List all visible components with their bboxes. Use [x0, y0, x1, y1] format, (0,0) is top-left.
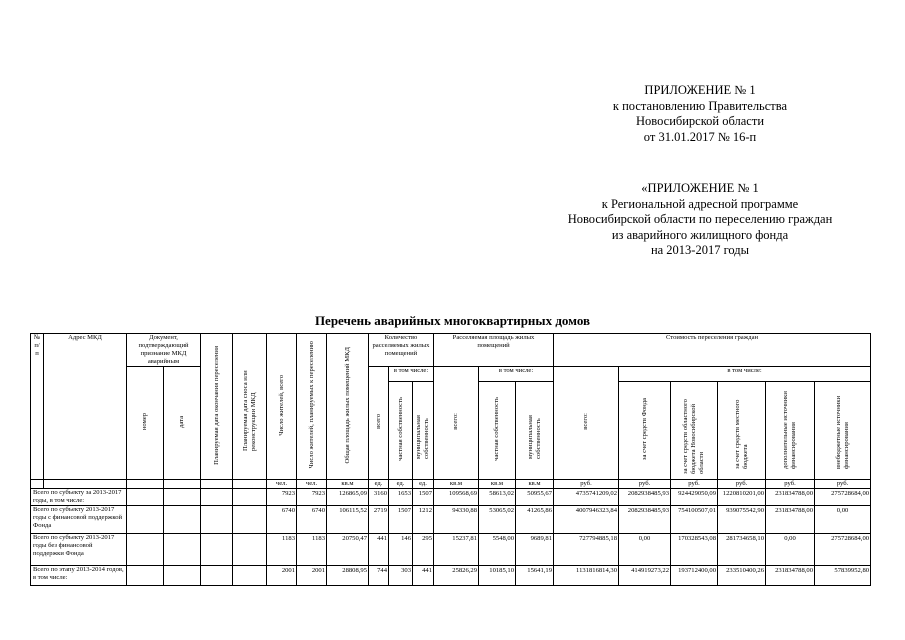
- header-planned-end: Планируемая дата окончания переселения: [201, 334, 233, 480]
- unit-cell: кв.м: [327, 480, 369, 489]
- table-cell: 939075542,90: [718, 506, 766, 534]
- header-rooms-count: Количество расселяемых жилых помещений: [369, 334, 434, 367]
- header-cost-additional: дополнительные источники финансирования: [766, 382, 815, 480]
- table-cell: 7923: [297, 489, 327, 506]
- table-cell: 50955,67: [516, 489, 554, 506]
- table-cell: 1183: [267, 534, 297, 566]
- table-cell: 193712400,00: [671, 566, 718, 586]
- table-row: [31, 534, 871, 566]
- table-row: [31, 489, 871, 506]
- table-cell: 1220810201,00: [718, 489, 766, 506]
- row-label: Всего по субъекту 2013-2017 годы без финансовой поддержки Фонда: [31, 534, 127, 566]
- annex-line: «ПРИЛОЖЕНИЕ № 1: [641, 181, 759, 195]
- table-cell: 233510400,26: [718, 566, 766, 586]
- page-title: Перечень аварийных многоквартирных домов: [314, 313, 591, 328]
- header-rooms-area: Расселяемая площадь жилых помещений: [434, 334, 554, 367]
- unit-cell: руб.: [671, 480, 718, 489]
- unit-cell: руб.: [554, 480, 619, 489]
- unit-cell: ед.: [389, 480, 413, 489]
- annex-line: на 2013-2017 годы: [650, 243, 750, 257]
- table-cell: 1507: [389, 506, 413, 534]
- header-area-incl: в том числе:: [479, 367, 554, 382]
- header-planned-demolish: Планируемая дата сноса или реконструкции МКД: [233, 334, 267, 480]
- annex-line: к Региональной адресной программе: [601, 196, 799, 211]
- table-cell: 170328543,08: [671, 534, 718, 566]
- table-cell: 2082938485,93: [619, 489, 671, 506]
- header-doc-number: номер: [127, 367, 164, 480]
- table-cell: 754100507,01: [671, 506, 718, 534]
- header-cost-incl: в том числе:: [619, 367, 871, 382]
- table-cell: 94330,88: [434, 506, 479, 534]
- table-cell: 1183: [297, 534, 327, 566]
- table-cell: 0,00: [619, 534, 671, 566]
- unit-cell: кв.м: [434, 480, 479, 489]
- table-cell: 744: [369, 566, 389, 586]
- table-cell: 281734658,10: [718, 534, 766, 566]
- unit-cell: руб.: [815, 480, 871, 489]
- header-cost-regional: за счет средств областного бюджета Новосибирской области: [671, 382, 718, 480]
- table-cell: 126865,09: [327, 489, 369, 506]
- table-cell: 15237,81: [434, 534, 479, 566]
- table-cell: 7923: [267, 489, 297, 506]
- row-label: Всего по этапу 2013-2014 годов, в том числе:: [31, 566, 127, 586]
- header-area-private: частная собственность: [479, 382, 516, 480]
- table-cell: 9689,81: [516, 534, 554, 566]
- header-document: Документ, подтверждающий признание МКД аварийным: [127, 334, 201, 367]
- header-area-total: всего:: [434, 367, 479, 480]
- annex-line: от 31.01.2017 № 16-п: [643, 129, 757, 144]
- header-rooms-incl: в том числе:: [389, 367, 434, 382]
- unit-cell: кв.м: [516, 480, 554, 489]
- table-cell: 3160: [369, 489, 389, 506]
- header-address: Адрес МКД: [44, 334, 127, 480]
- table-cell: 5548,00: [479, 534, 516, 566]
- table-cell: 2001: [297, 566, 327, 586]
- table-cell: 727794885,18: [554, 534, 619, 566]
- annex-line: из аварийного жилищного фонда: [611, 227, 789, 242]
- units-row: [31, 480, 871, 489]
- table-cell: 231834788,00: [766, 566, 815, 586]
- table-cell: 414919273,22: [619, 566, 671, 586]
- table-cell: 441: [369, 534, 389, 566]
- table-cell: 4735741209,02: [554, 489, 619, 506]
- unit-cell: ед.: [369, 480, 389, 489]
- table-cell: 146: [389, 534, 413, 566]
- header-num: № п/п: [31, 334, 44, 480]
- unit-cell: ед.: [413, 480, 434, 489]
- annex-header-1: [520, 83, 880, 145]
- row-label: Всего по субъекту 2013-2017 годы с финансовой поддержкой Фонда: [31, 506, 127, 534]
- table-cell: 57839952,80: [815, 566, 871, 586]
- table-cell: 25826,29: [434, 566, 479, 586]
- table-cell: 303: [389, 566, 413, 586]
- annex-line: Новосибирской области по переселению граждан: [567, 212, 833, 226]
- table-cell: 15641,19: [516, 566, 554, 586]
- table-cell: 1507: [413, 489, 434, 506]
- unit-cell: руб.: [718, 480, 766, 489]
- table-cell: 0,00: [766, 534, 815, 566]
- header-residents-planned: Число жителей, планируемых к переселению: [297, 334, 327, 480]
- unit-cell: кв.м: [479, 480, 516, 489]
- unit-cell: руб.: [766, 480, 815, 489]
- header-rooms-municipal: муниципальная собственность: [413, 382, 434, 480]
- header-residents: Число жителей, всего: [267, 334, 297, 480]
- header-total-area: Общая площадь жилых помещений МКД: [327, 334, 369, 480]
- header-cost-total: всего:: [554, 367, 619, 480]
- table-row: [31, 506, 871, 534]
- table-cell: 231834788,00: [766, 506, 815, 534]
- table-cell: 10185,10: [479, 566, 516, 586]
- table-cell: 924429050,09: [671, 489, 718, 506]
- table-cell: 2001: [267, 566, 297, 586]
- header-cost-fund: за счет средств Фонда: [619, 382, 671, 480]
- houses-table: [30, 333, 871, 586]
- table-cell: 231834788,00: [766, 489, 815, 506]
- table-cell: 6740: [297, 506, 327, 534]
- table-cell: 1653: [389, 489, 413, 506]
- header-cost-extrabudget: внебюджетные источники финансирования: [815, 382, 871, 480]
- table-cell: 4007946323,84: [554, 506, 619, 534]
- header-rooms-private: частная собственность: [389, 382, 413, 480]
- table-cell: 58613,02: [479, 489, 516, 506]
- header-rooms-total: всего: [369, 367, 389, 480]
- annex-line: к постановлению Правительства: [612, 98, 788, 113]
- table-cell: 1212: [413, 506, 434, 534]
- header-cost-local: за счет средств местного бюджета: [718, 382, 766, 480]
- annex-header-2: [520, 181, 880, 259]
- unit-cell: руб.: [619, 480, 671, 489]
- table-cell: 0,00: [815, 506, 871, 534]
- table-cell: 2082938485,93: [619, 506, 671, 534]
- table-cell: 275728684,00: [815, 489, 871, 506]
- table-cell: 109568,69: [434, 489, 479, 506]
- table-cell: 275728684,00: [815, 534, 871, 566]
- unit-cell: чел.: [297, 480, 327, 489]
- header-cost: Стоимость переселения граждан: [554, 334, 871, 367]
- row-label: Всего по субъекту за 2013-2017 годы, в том числе:: [31, 489, 127, 506]
- table-cell: 6740: [267, 506, 297, 534]
- table-cell: 41265,86: [516, 506, 554, 534]
- header-area-municipal: муниципальная собственность: [516, 382, 554, 480]
- table-cell: 295: [413, 534, 434, 566]
- header-doc-date: дата: [164, 367, 201, 480]
- annex-line: Новосибирской области: [635, 114, 765, 128]
- table-row: [31, 566, 871, 586]
- table-cell: 28808,95: [327, 566, 369, 586]
- table-cell: 1131816814,30: [554, 566, 619, 586]
- table-cell: 106115,52: [327, 506, 369, 534]
- annex-line: ПРИЛОЖЕНИЕ № 1: [644, 83, 756, 97]
- table-cell: 53065,02: [479, 506, 516, 534]
- table-cell: 441: [413, 566, 434, 586]
- unit-cell: чел.: [267, 480, 297, 489]
- table-cell: 20750,47: [327, 534, 369, 566]
- table-cell: 2719: [369, 506, 389, 534]
